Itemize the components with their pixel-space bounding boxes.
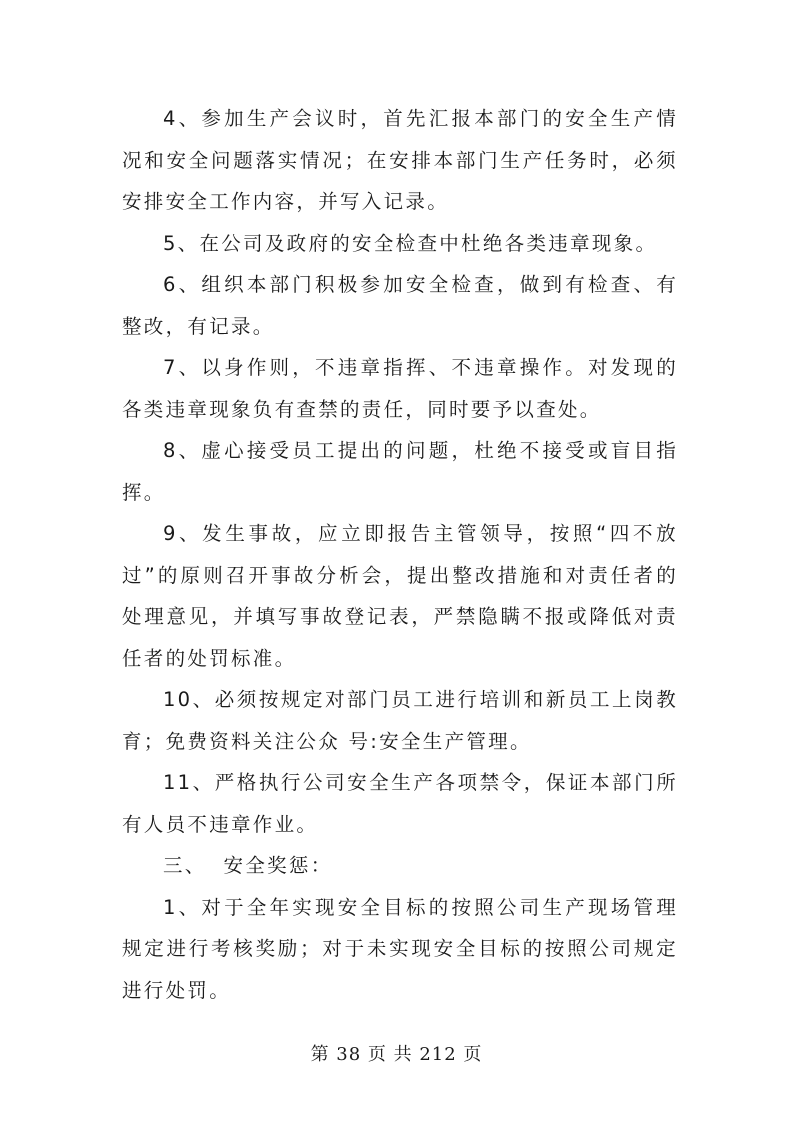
- paragraph-reward-1: 1、对于全年实现安全目标的按照公司生产现场管理规定进行考核奖励；对于未实现安全目标的按照公司规定进行处罚。: [122, 895, 678, 1002]
- page-number-footer: 第 38 页 共 212 页: [310, 1044, 483, 1065]
- paragraph-item-9: 9、发生事故，应立即报告主管领导，按照“四不放过”的原则召开事故分析会，提出整改措施和对责任者的处理意见，并填写事故登记表，严禁隐瞒不报或降低对责任者的处罚标准。: [122, 522, 678, 670]
- paragraph-item-4: 4、参加生产会议时，首先汇报本部门的安全生产情况和安全问题落实情况；在安排本部门生产任务时，必须安排安全工作内容，并写入记录。: [122, 107, 678, 213]
- body-text: [122, 98, 678, 1011]
- paragraph-item-5: 5、在公司及政府的安全检查中杜绝各类违章现象。: [162, 231, 658, 255]
- paragraph-item-6: 6、组织本部门积极参加安全检查，做到有检查、有整改，有记录。: [122, 273, 678, 338]
- paragraph-item-8: 8、虚心接受员工提出的问题，杜绝不接受或盲目指挥。: [122, 439, 678, 504]
- paragraph-item-11: 11、严格执行公司安全生产各项禁令，保证本部门所有人员不违章作业。: [122, 771, 678, 836]
- paragraph-item-10: 10、必须按规定对部门员工进行培训和新员工上岗教育；免费资料关注公众 号:安全生产管理。: [122, 688, 678, 753]
- paragraph-item-7: 7、以身作则，不违章指挥、不违章操作。对发现的各类违章现象负有查禁的责任，同时要予以查处。: [122, 356, 678, 421]
- section-heading-safety-rewards: 三、 安全奖惩：: [162, 854, 333, 877]
